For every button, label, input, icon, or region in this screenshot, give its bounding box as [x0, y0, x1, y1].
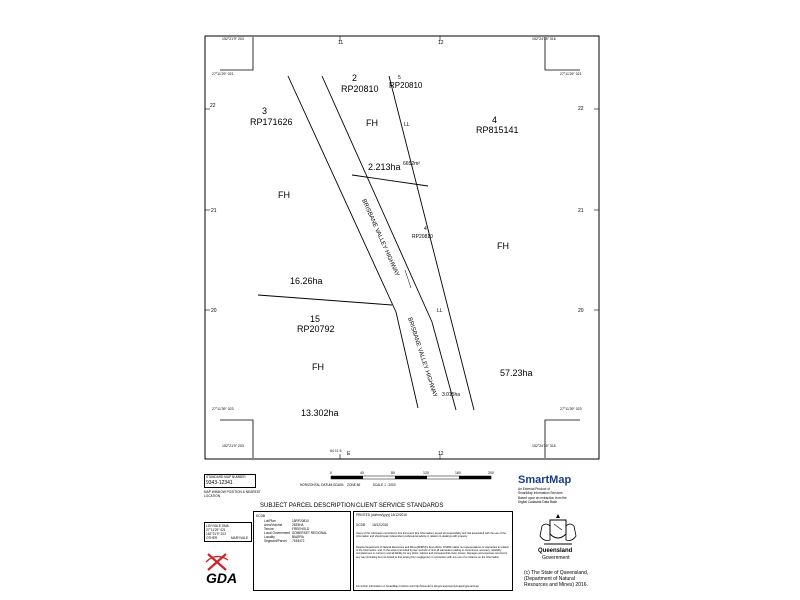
scale-tick-120: 120 [423, 471, 429, 475]
smartmap-line-1: An External Product of [518, 487, 550, 491]
grid-bottom-12: 12 [438, 451, 444, 457]
gda-logo [204, 550, 246, 590]
disclaimer-para-3: For further information on SmartMap products visit http://www.dnrm.qld.gov.au/property/mapping/smartmap [356, 585, 479, 588]
sp-val: 7155472 [292, 539, 305, 543]
grid-left-20: 20 [211, 308, 217, 314]
copyright-line-1: (c) The State of Queensland, [524, 570, 589, 576]
grid-top-12: 12 [438, 40, 444, 46]
map-window-position: MAP WINDOW POSITION & NEAREST LOCATION [204, 490, 261, 498]
scale-bar [300, 470, 500, 490]
scale-tick-160: 160 [455, 471, 461, 475]
disclaimer-para-1: Users of the information recorded in this document (the Information) accept all responsibility and risk associated with the use of the Information and should seek independent professional advice in relation to dealings with property. [356, 532, 506, 539]
parcel-plan-4b: RP20810 [412, 234, 433, 240]
inset-line-5: MARYVALE [231, 536, 249, 540]
parcel-lot-5: 5 [398, 75, 401, 81]
parcel-lot-4b: 4 [424, 226, 427, 232]
bottom-small-coord: 64 11 5 [330, 449, 342, 453]
qld-label-1: Queensland [538, 548, 573, 554]
left-bot-coord: 27°11'39" 023 [212, 407, 234, 411]
smartmap-line-3: Based upon an extraction from the [518, 496, 567, 500]
area-2213: 2.213ha [368, 162, 401, 172]
queensland-crest [528, 512, 588, 566]
corner-br-coord: 152°24'35" 316 [532, 444, 556, 448]
grid-top-11: 11 [338, 40, 344, 46]
sp-row [264, 539, 327, 543]
sp-val: SOMERSET REGIONAL [292, 531, 328, 535]
sp-key: Area/Volume [264, 523, 283, 527]
sp-val: 15RP20810 [292, 519, 309, 523]
subject-parcel-box [253, 511, 351, 591]
grid-right-22: 22 [578, 106, 584, 112]
parcel-plan-4: RP815141 [476, 125, 519, 135]
smartmap-branding [518, 474, 602, 504]
standard-map-box [204, 474, 256, 488]
road-label-lower: BRISBANE VALLEY HIGHWAY [406, 316, 438, 399]
parcel-plan-2: RP20810 [341, 84, 379, 94]
qld-label-2: Government [542, 555, 570, 561]
copyright-line-3: Resources and Mines) 2016. [524, 582, 588, 588]
parcel-lot-4: 4 [492, 115, 498, 125]
grid-left-22: 22 [210, 103, 216, 109]
tenure-ll-1: LL [404, 122, 410, 128]
inset-line-3: 152°21'9" 203 [206, 532, 226, 536]
tenure-fh-2: FH [278, 190, 290, 200]
grid-left-21: 21 [211, 208, 217, 214]
right-top-coord: 27°11'29" 021 [560, 72, 582, 76]
area-13302: 13.302ha [301, 408, 339, 418]
corner-marks [220, 37, 580, 458]
smartmap-title: SmartMap [518, 474, 572, 486]
printed-date: PRINTED (dd/mm/yyyy) 16/12/2016 [356, 513, 407, 517]
crest-icon [528, 512, 588, 550]
dcdb-date: DCDB 16/12/2016 [356, 523, 389, 527]
sp-key: Local Government [264, 531, 291, 535]
scale-tick-200: 200 [488, 471, 494, 475]
area-3015: 3.015ha [442, 392, 461, 398]
map-frame [205, 36, 599, 459]
parcel-lot-3: 3 [262, 106, 268, 116]
grid-right-20: 20 [578, 308, 584, 314]
sp-val: FREEHOLD [292, 527, 310, 531]
corner-tl-coord: 152°21'9" 203 [222, 37, 244, 41]
inset-line-4: OTHER [206, 536, 218, 540]
parcel-plan-3: RP171626 [250, 117, 293, 127]
client-service-box [353, 511, 513, 591]
sp-val: BIARRA [292, 535, 304, 539]
gda-label: GDA [206, 570, 238, 586]
smartmap-line-2: SmartMap Information Services [518, 491, 563, 495]
subject-parcel-code: DCDB [256, 514, 266, 518]
sp-key: Segment/Parcel [264, 539, 287, 543]
sp-val: 2635HA [292, 523, 304, 527]
area-6652: 6652m² [403, 161, 420, 167]
smartmap-line-4: Digital Cadastral Data Base [518, 500, 558, 504]
copyright-line-2: (Department of Natural [524, 576, 575, 582]
subject-parcel-header: SUBJECT PARCEL DESCRIPTION [260, 503, 355, 509]
parcel-lot-15: 15 [310, 314, 321, 324]
subject-parcel-rows [264, 519, 327, 543]
tenure-fh-3: FH [497, 241, 509, 251]
tenure-fh-1: FH [366, 118, 378, 128]
scale-tick-0: 0 [330, 471, 332, 475]
area-1626: 16.26ha [290, 276, 323, 286]
parcel-plan-5: RP20810 [389, 81, 423, 90]
parcel-lot-2: 2 [352, 73, 358, 83]
standard-map-number: 9343-12341 [206, 480, 233, 486]
sp-key: Locality [264, 535, 275, 539]
corner-tr-coord: 152°24'35" 316 [532, 37, 556, 41]
scale-tick-80: 80 [391, 471, 395, 475]
grid-right-21: 21 [578, 208, 584, 214]
grid-ticks [205, 36, 599, 459]
scale-bar-graphic [330, 470, 500, 490]
bottom-e: E [347, 451, 351, 457]
standard-map-label: STANDARD MAP NUMBER [206, 475, 246, 479]
parcel-plan-15: RP20792 [297, 324, 335, 334]
location-inset [204, 522, 252, 542]
sp-key: Lot/Plan [264, 519, 276, 523]
copyright-block [524, 570, 604, 588]
tenure-ll-2: LL [437, 308, 443, 314]
tenure-fh-4: FH [312, 362, 324, 372]
inset-line-1: LIDYVALE SMA [206, 524, 229, 528]
right-bot-coord: 27°11'39" 023 [560, 407, 582, 411]
area-5723: 57.23ha [500, 368, 533, 378]
corner-bl-coord: 152°21'9" 203 [222, 444, 244, 448]
scale-caption: HORIZONTAL DATUM:GDA94 ZONE:56 SCALE 1 : 2000 [300, 483, 396, 487]
inset-line-2: 27°11'29" 021 [206, 528, 226, 532]
road-label-upper: BRISBANE VALLEY HIGHWAY [360, 198, 400, 278]
scale-tick-40: 40 [360, 471, 364, 475]
left-top-coord: 27°11'29" 021 [212, 72, 234, 76]
client-service-header: CLIENT SERVICE STANDARDS [356, 503, 444, 509]
sp-key: Tenure [264, 527, 274, 531]
disclaimer-para-2: Despite Department of Natural Resources and Mines(DNRM)'s best efforts, DNRM makes no representations or warranties in relation to the Information, and, to the extent permitted by law, exclude or limit all warranties relating to correctness, accuracy, reliability, completeness or currency and all liability for any direct, indirect and consequential costs, losses, damages and expenses incurred in any way (including but not limited to that arising from negligence) in connection with any use of or reliance on the Information [356, 546, 510, 559]
